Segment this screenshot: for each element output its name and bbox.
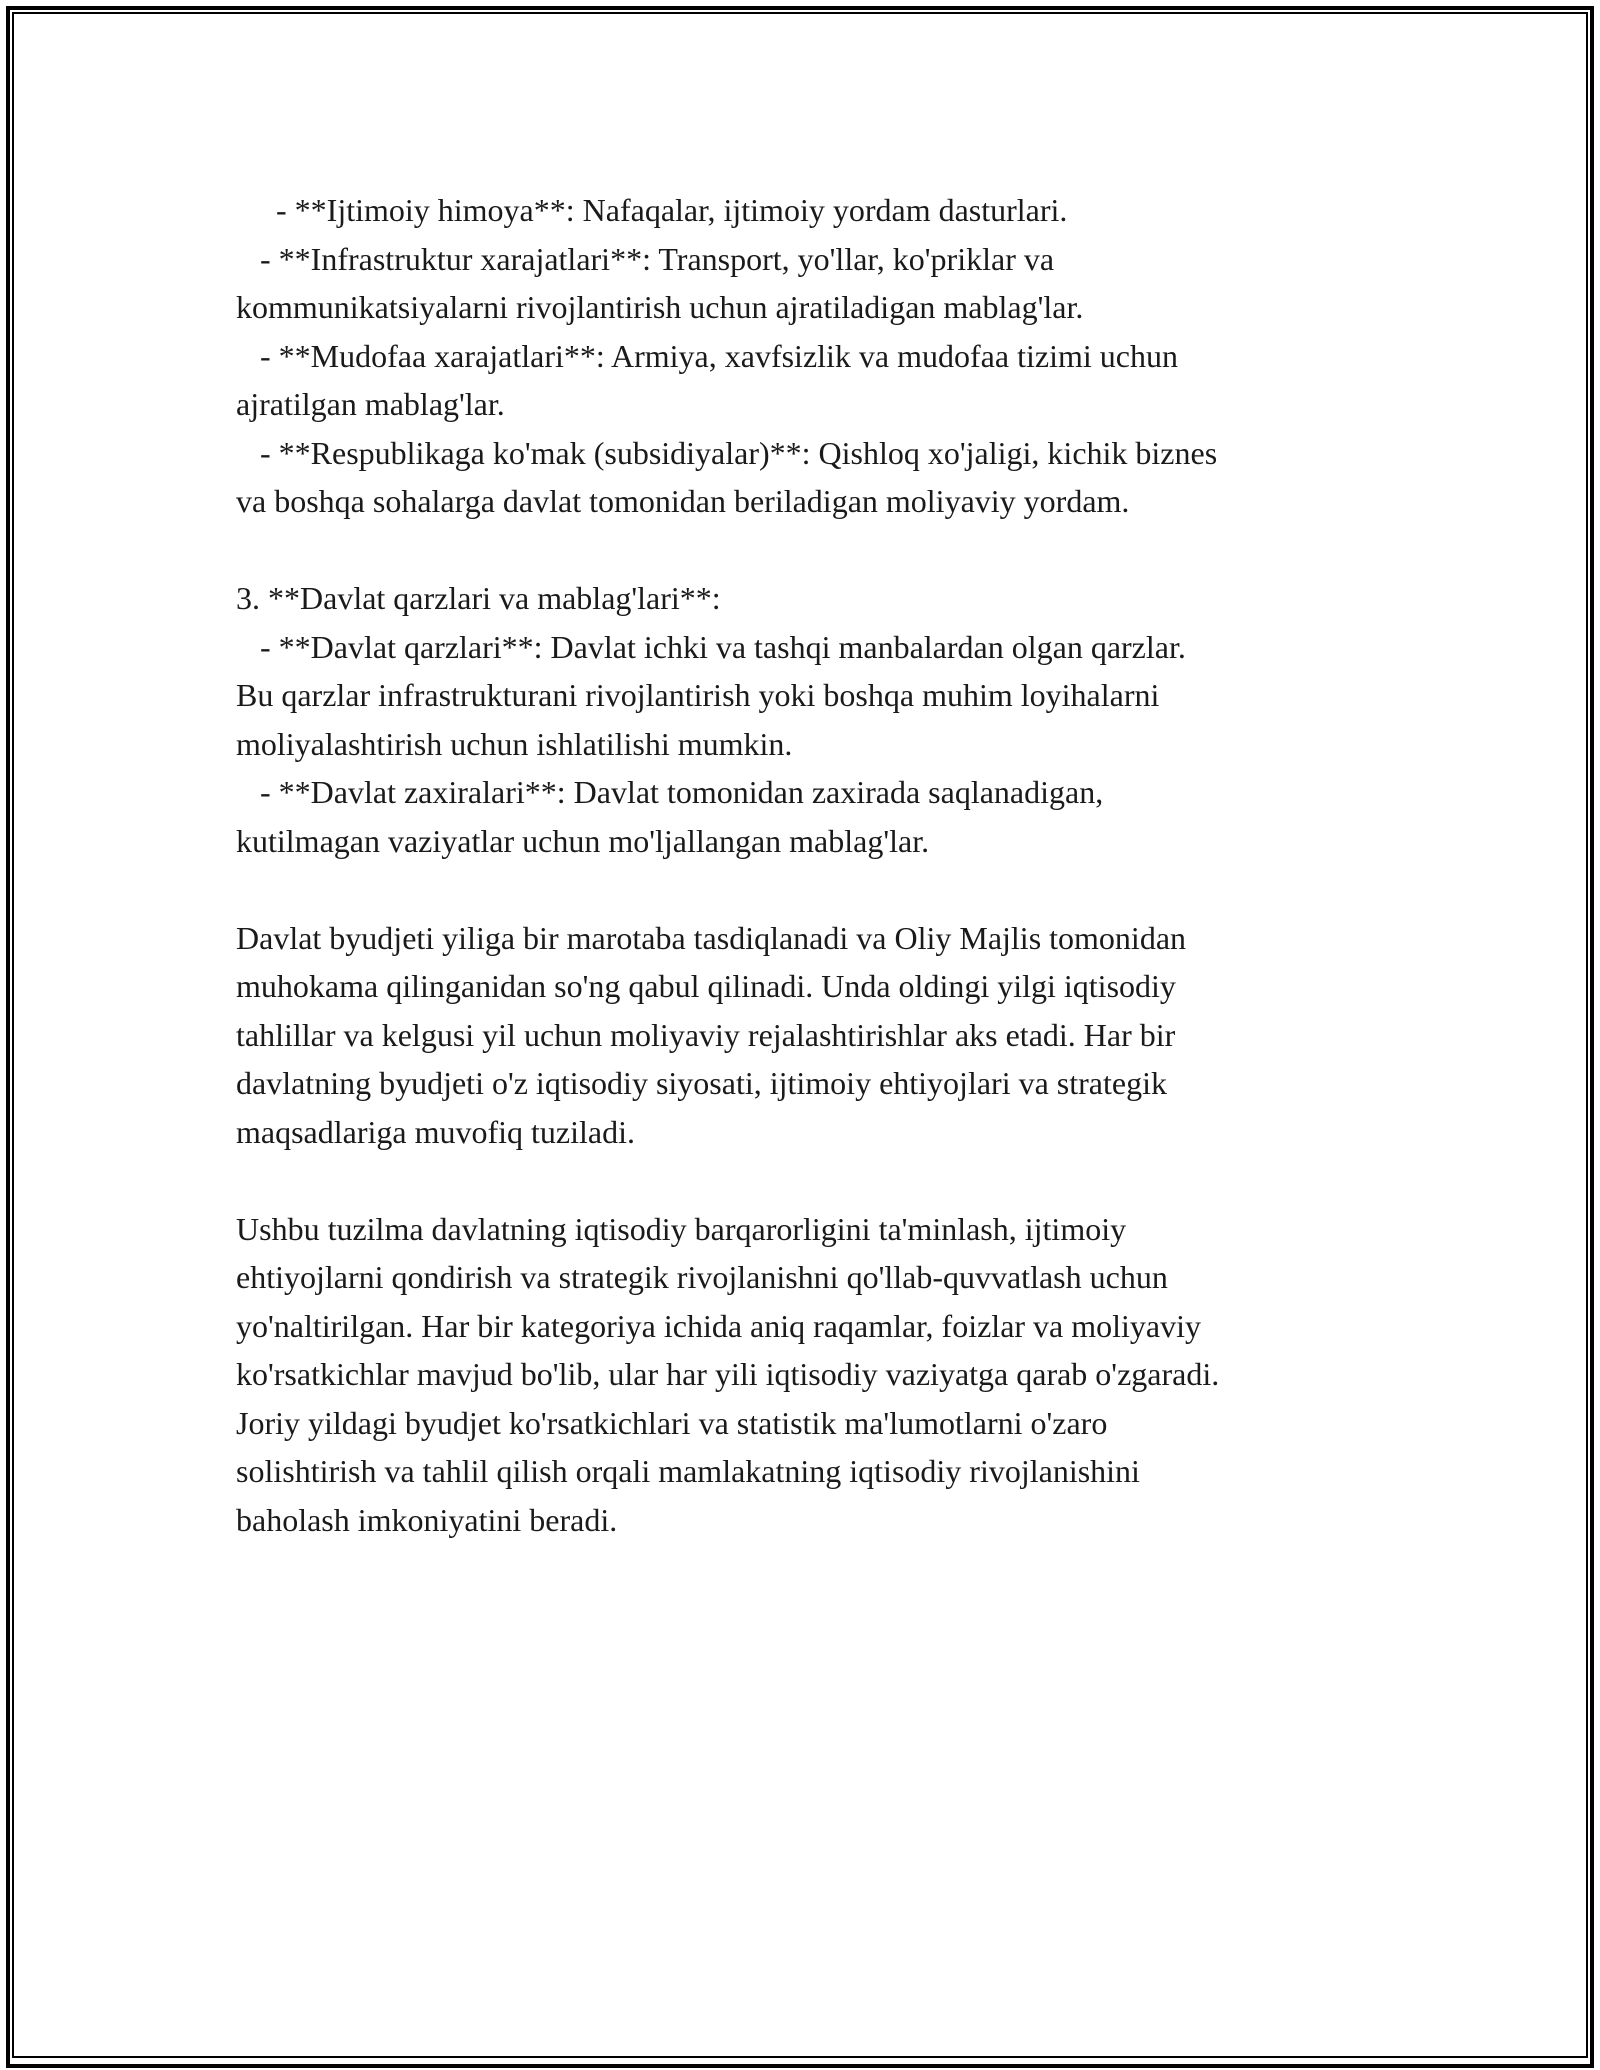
list-item-defense-line-1: - **Mudofaa xarajatlari**: Armiya, xavfsizlik va mudofaa tizimi uchun [236,337,1178,374]
paragraph-gap [236,526,1386,575]
paragraph-line: Ushbu tuzilma davlatning iqtisodiy barqarorligini ta'minlash, ijtimoiy [236,1210,1127,1247]
list-item-debts-line-2: Bu qarzlar infrastrukturani rivojlantirish yoki boshqa muhim loyihalarni [236,677,1160,713]
paragraph-line: Davlat byudjeti yiliga bir marotaba tasdiqlanadi va Oliy Majlis tomonidan [236,919,1187,956]
debts-section [236,574,1386,865]
document-body [236,186,1386,1544]
list-item-social-protection: - **Ijtimoiy himoya**: Nafaqalar, ijtimoiy yordam dasturlari. [236,192,1068,228]
list-item-infrastructure-line-1: - **Infrastruktur xarajatlari**: Transport, yo'llar, ko'priklar va [236,240,1055,277]
paragraph-gap [236,1156,1386,1205]
paragraph-line: tahlillar va kelgusi yil uchun moliyaviy rejalashtirishlar aks etadi. Har bir [236,1016,1176,1053]
list-item-infrastructure-line-2: kommunikatsiyalarni rivojlantirish uchun ajratiladigan mablag'lar. [236,289,1084,325]
paragraph-line: davlatning byudjeti o'z iqtisodiy siyosati, ijtimoiy ehtiyojlari va strategik [236,1065,1167,1101]
list-item-debts-line-1: - **Davlat qarzlari**: Davlat ichki va tashqi manbalardan olgan qarzlar. [236,628,1186,665]
paragraph-line: baholash imkoniyatini beradi. [236,1501,618,1538]
list-item-reserves-line-2: kutilmagan vaziyatlar uchun mo'ljallangan mablag'lar. [236,822,930,859]
paragraph-line: Joriy yildagi byudjet ko'rsatkichlari va statistik ma'lumotlarni o'zaro [236,1404,1108,1441]
list-item-defense-line-2: ajratilgan mablag'lar. [236,386,505,422]
paragraph-line: yo'naltirilgan. Har bir kategoriya ichida aniq raqamlar, foizlar va moliyaviy [236,1307,1202,1344]
list-item-debts-line-3: moliyalashtirish uchun ishlatilishi mumkin. [236,725,793,762]
paragraph-line: solishtirish va tahlil qilish orqali mamlakatning iqtisodiy rivojlanishini [236,1453,1140,1489]
structure-summary-paragraph [236,1205,1386,1545]
paragraph-line: ko'rsatkichlar mavjud bo'lib, ular har yili iqtisodiy vaziyatga qarab o'zgaradi. [236,1356,1220,1392]
list-item-subsidies-line-2: va boshqa sohalarga davlat tomonidan beriladigan moliyaviy yordam. [236,483,1130,519]
list-item-subsidies-line-1: - **Respublikaga ko'mak (subsidiyalar)**: Qishloq xo'jaligi, kichik biznes [236,434,1218,471]
list-item-reserves-line-1: - **Davlat zaxiralari**: Davlat tomonidan zaxirada saqlanadigan, [236,774,1104,810]
section-heading-debts: 3. **Davlat qarzlari va mablag'lari**: [236,580,721,616]
paragraph-gap [236,865,1386,914]
paragraph-line: muhokama qilinganidan so'ng qabul qilinadi. Unda oldingi yilgi iqtisodiy [236,968,1176,1004]
expenditure-list [236,186,1386,526]
paragraph-line: ehtiyojlarni qondirish va strategik rivojlanishni qo'llab-quvvatlash uchun [236,1259,1168,1295]
budget-approval-paragraph [236,914,1386,1157]
paragraph-line: maqsadlariga muvofiq tuziladi. [236,1113,635,1150]
